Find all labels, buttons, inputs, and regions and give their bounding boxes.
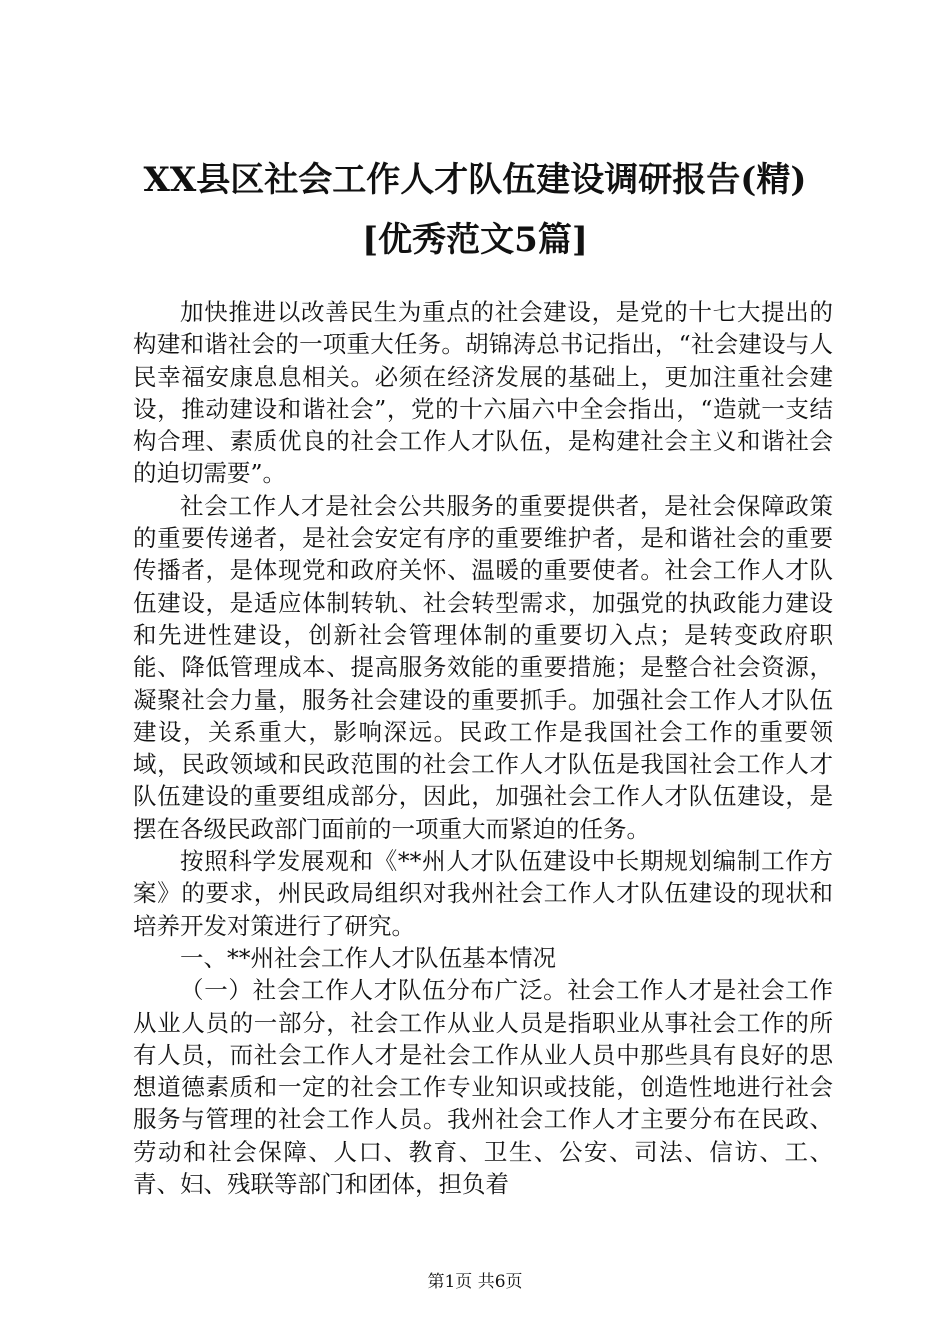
document-body xyxy=(133,296,833,1200)
section-heading-1: 一、**州社会工作人才队伍基本情况 xyxy=(180,943,556,972)
paragraph-research: 按照科学发展观和《**州人才队伍建设中长期规划编制工作方案》的要求，州民政局组织对我州社会工作人才队伍建设的现状和培养开发对策进行了研究。 xyxy=(133,847,833,940)
paragraph-intro: 加快推进以改善民生为重点的社会建设，是党的十七大提出的构建和谐社会的一项重大任务。胡锦涛总书记指出，“社会建设与人民幸福安康息息相关。必须在经济发展的基础上，更加注重社会建设，推动建设和谐社会”，党的十六届六中全会指出，“造就一支结构合理、素质优良的社会工作人才队伍，是构建社会主义和谐社会的迫切需要”。 xyxy=(133,298,833,488)
paragraph-distribution: （一）社会工作人才队伍分布广泛。社会工作人才是社会工作从业人员的一部分，社会工作从业人员是指职业从事社会工作的所有人员，而社会工作人才是社会工作从业人员中那些具有良好的思想道德素质和一定的社会工作专业知识或技能，创造性地进行社会服务与管理的社会工作人员。我州社会工作人才主要分布在民政、劳动和社会保障、人口、教育、卫生、公安、司法、信访、工、青、妇、残联等部门和团体，担负着 xyxy=(133,976,833,1199)
document-title-line-1: XX县区社会工作人才队伍建设调研报告(精) xyxy=(143,160,807,200)
page-number-footer: 第1页 共6页 xyxy=(427,1272,523,1292)
document-title-line-2: [优秀范文5篇] xyxy=(362,220,588,260)
paragraph-importance: 社会工作人才是社会公共服务的重要提供者，是社会保障政策的重要传递者，是社会安定有序的重要维护者，是和谐社会的重要传播者，是体现党和政府关怀、温暖的重要使者。社会工作人才队伍建设，是适应体制转轨、社会转型需求，加强党的执政能力建设和先进性建设，创新社会管理体制的重要切入点；是转变政府职能、降低管理成本、提高服务效能的重要措施；是整合社会资源，凝聚社会力量，服务社会建设的重要抓手。加强社会工作人才队伍建设，关系重大，影响深远。民政工作是我国社会工作的重要领域，民政领域和民政范围的社会工作人才队伍是我国社会工作人才队伍建设的重要组成部分，因此，加强社会工作人才队伍建设，是摆在各级民政部门面前的一项重大而紧迫的任务。 xyxy=(133,491,833,843)
